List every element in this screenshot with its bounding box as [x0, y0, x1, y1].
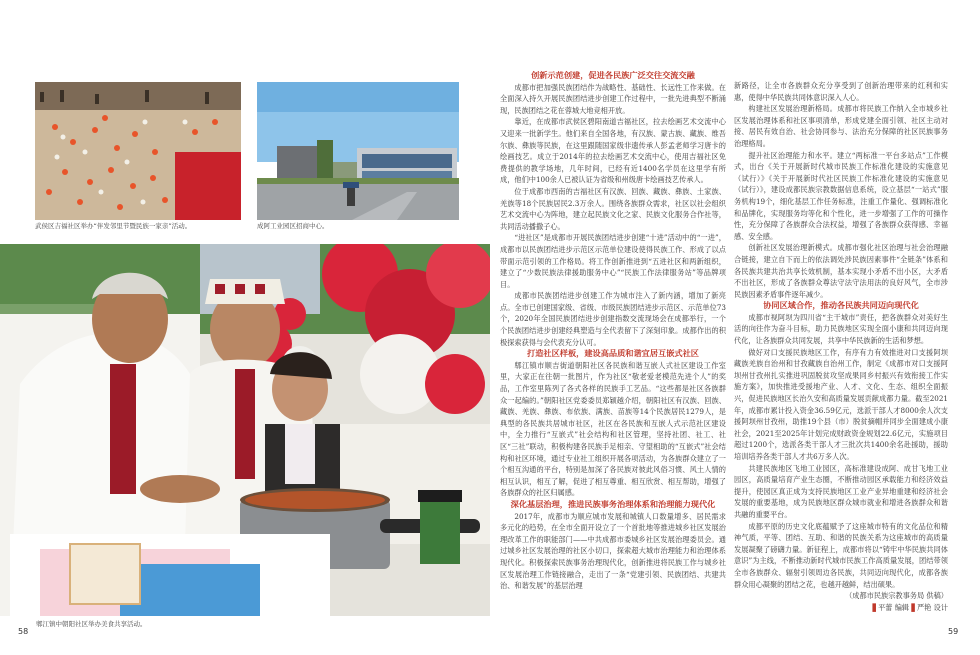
- page-number-left: 58: [18, 627, 29, 636]
- body-paragraph: “进社区”是成都市开展民族团结进步创建“十进”活动中的“一进”，成都市以民族团结进步示范区示范单位建设使得民族工作、形成了以点带面示范引领的工作格局。将工作创新推进到“五进社区和两新组织，建立了“少数民族法律援助服务中心”“民族工作法律服务站”等品牌项目。: [500, 233, 726, 289]
- food-sharing-image: [0, 244, 490, 616]
- body-paragraph: 成都市视阿坝为四川省“主干城市”责任，把各族群众对美好生活的向往作为奋斗目标，助力民族地区实现全面小康和共同迈向现代化，让各族群众共同发展，共享中华民族新的生活和梦想。: [734, 312, 948, 346]
- caption-photo3: 郫江镇中朝阳社区举办美食共享活动。: [36, 620, 147, 628]
- body-paragraph: 做好对口支援民族地区工作，有序有力有效推进对口支援阿坝藏族羌族自治州和甘孜藏族自治州工作，制定《成都市对口支援阿坝州甘孜州扎实推进巩固脱贫攻坚成果同乡村振兴有效衔接工作实施方案》，加快推进受援地产业、人才、文化、生态、组织全面振兴，促进民族地区长治久安和高质量发展贡献成都力量。截至2021年，成都市累计投入资金36.59亿元，选派干部人才8000余人次支援阿坝州甘孜州，助推19个县（市）脱贫摘帽并同步全面建成小康社会，2021至2025年计划完成财政资金规划22.6亿元，实施项目超过1200个，选派各类干部人才三批次共1400余名赴援助，援助培训培养各类干部人才共6万多人次。: [734, 347, 948, 461]
- caption-photo2: 成阿工业园区招商中心。: [257, 222, 329, 230]
- editor-name: 平蕾 编辑: [878, 602, 910, 612]
- credit-marker: ▋: [911, 602, 917, 612]
- section-heading-1: 创新示范创建，促进各民族广泛交往交流交融: [531, 70, 695, 80]
- body-paragraph: 2017年，成都市为顺应城市发展和城镇人口数量增多、居民需求多元化的趋势，在全市全面开设立了一个首批地等推进城乡社区发展治理改革工作的职能部门——中共成都市委城乡社区发展治理委员会。通过城乡社区发展治理的社区小切口，探索超大城市治理能力和治理体系现代化。积极探索民族事务治理现代化，创新推进将民族工作与城乡社区发展治理工作链接融合，走出了一条“党建引领、民族团结、共建共治、和谐发展”的基层治理: [500, 511, 726, 591]
- section-heading-3: 深化基层治理，推进民族事务治理体系和治理能力现代化: [510, 498, 716, 509]
- section-heading-4: 协同区域合作，推动各民族共同迈向现代化: [763, 300, 919, 311]
- body-paragraph: 新路径，让全市各族群众充分享受到了创新治理带来的红利和实惠，使得中华民族共同体意识深入人心。: [734, 81, 948, 102]
- designer-name: 严艳 设计: [916, 602, 948, 612]
- body-paragraph: 成都市民族团结进步创建工作为城市注入了新内涵，增加了新亮点。全市已创建国家级、省级、市级民族团结进步示范区、示范单位73个，2020年全国民族团结进步创建指数交流现场会在成都举行，一个个民族团结进步创建经典塑造与全代表留下了深刻印象。成都作出的积极探索获得与会代表充分认可。: [500, 291, 726, 347]
- body-paragraph: 郫江镇市顺吉街道朝阳社区各民族和谐互嵌人式社区建设工作室里，大家正在往朝一批图片，作为社区“敬老爱老模范先进个人”的奖品，工作室里陈列了各式各样的民族手工艺品。“这些都是社区各族群众一起编的。”朝阳社区党委委员郑颖越介绍，朝阳社区有汉族、回族、藏族、羌族、彝族、布依族、满族、苗族等14个民族居民1279人，是典型的各民族共居城市社区，社区在各民族和互嵌人式示范社区建设中，全力推行“互嵌式”社会结构和社区管理，坚持社团、社工、社区“三社”联动，积极构建各民族手足相亲、守望相助的“互嵌式”社会结构和社区环境，通过专业社工组织开展各项活动，为各族群众建立了一个相互沟通的平台，特别是加深了各民族对彼此风俗习惯、风土人情的相互认识，相互了解，促进了相互尊重、相互欣赏、相互帮助，增强了各族群众的社区归属感。: [500, 360, 726, 498]
- dance-plaza-image: [35, 82, 241, 220]
- body-paragraph: 成都市把加强民族团结作为战略性、基础性、长远性工作来做。在全面深入持久开展民族团结进步创建工作过程中，一批先进典型不断涌现，民族团结之花在蓉城大地竞相开放。: [500, 82, 726, 115]
- body-paragraph: 提升社区治理能力和水平。建立“两标准一平台多站点”工作模式，出台《关于开展新时代城市民族工作标准化建设的实施意见（试行）》《关于开展新时代社区民族工作标准化建设的实施意见（试行）》，建设成都民族宗教数据信息系统，设立基层“一站式”服务机构19个，细化基层工作任务标准，注重工作量化、强调标准化和品牌化，实现服务均等化和个性化，进一步增强了工作的可操作性，充分保障了各族群众合法权益，增强了各族群众获得感、幸福感、安全感。: [734, 150, 948, 241]
- caption-photo1: 武侯区吉福社区举办“伴发邻里节暨民族一家亲”活动。: [35, 222, 192, 230]
- credit-marker: ▋: [872, 602, 879, 612]
- photo-community-dance: [35, 82, 241, 220]
- body-paragraph: 位于成都市西南的吉福社区有汉族、回族、藏族、彝族、土家族、羌族等18个民族居民2.3万余人。围绕各族群众需求，社区以社会组织艺术交流中心为阵地，建立起民族文化之家、民族文化服务合作社等，共同活动播撒子心。: [500, 186, 726, 231]
- page-number-right: 59: [948, 627, 959, 636]
- industrial-park-image: [257, 82, 459, 220]
- body-paragraph: 成都平原的历史文化底蕴赋予了这座城市特有的文化品位和精神气质，平等、团结、互助、和谐的民族关系为这座城市的高质量发展凝聚了磅礴力量。新征程上，成都市将以“铸牢中华民族共同体意识”为主线，不断推动新时代城市民族工作高质量发展，团结带领全市各族群众、辐射引领周边各民族，共同迈向现代化，成都各族群众用心凝聚的团结之花，也越开越鲜，结出硕果。: [734, 521, 948, 589]
- text-column-1: [500, 70, 726, 592]
- photo-industrial-park: [257, 82, 459, 220]
- editor-credit: [734, 602, 948, 614]
- text-column-2: [734, 80, 948, 613]
- photo-food-sharing: [0, 244, 490, 616]
- body-paragraph: 创新社区发展治理新模式。成都市强化社区治理与社会治理融合链接，建立自下而上的依法调处涉民族因素事件“全链条”体系和各民族共建共治共享长效机制，基本实现小矛盾不出小区，大矛盾不出社区，形成了各族群众尊法守法守法用法的良好风气，全市涉民族因素矛盾事件逐年减少。: [734, 243, 948, 299]
- body-paragraph: 构建社区发展治理新格局。成都市将民族工作纳入全市城乡社区发展治理体系和社区事项清单，形成党建全面引领、社区主动对接、居民有效自治、社会协同参与、法治充分保障的社区民族事务治理格局。: [734, 104, 948, 148]
- body-paragraph: 靠近，在成都市武侯区碧阳南道吉福社区，拉去绘画艺术交流中心又迎来一批新学生。他们来自全国各地，有汉族、蒙古族、藏族、维吾尔族、彝族等民族，在这里跟随国家级非遗传承人彭孟老师学习唐卡的绘画技艺。成立于2014年的拉去绘画艺术交流中心，使用吉福社区免费提供的教学场地，几年时间，已经有近1400名学员在这里学有所成，他们中100余人已被认证为省级和州级唐卡绘画技艺传承人。: [500, 117, 726, 185]
- body-paragraph: 共建民族地区飞地工业园区，高标准建设成阿、成甘飞地工业园区，高质量培育产业生态圈，不断推动园区承载能力和经济效益提升，使园区真正成为支持民族地区工业产业异地重建和经济社会发展的重要基地，成为民族地区群众城市就业和增进各族群众和谐共融的重要平台。: [734, 463, 948, 519]
- section-heading-2: 打造社区样板，建设高品质和谐宜居互嵌式社区: [527, 348, 699, 359]
- source-credit: （成都市民族宗教事务局 供稿）: [845, 591, 948, 601]
